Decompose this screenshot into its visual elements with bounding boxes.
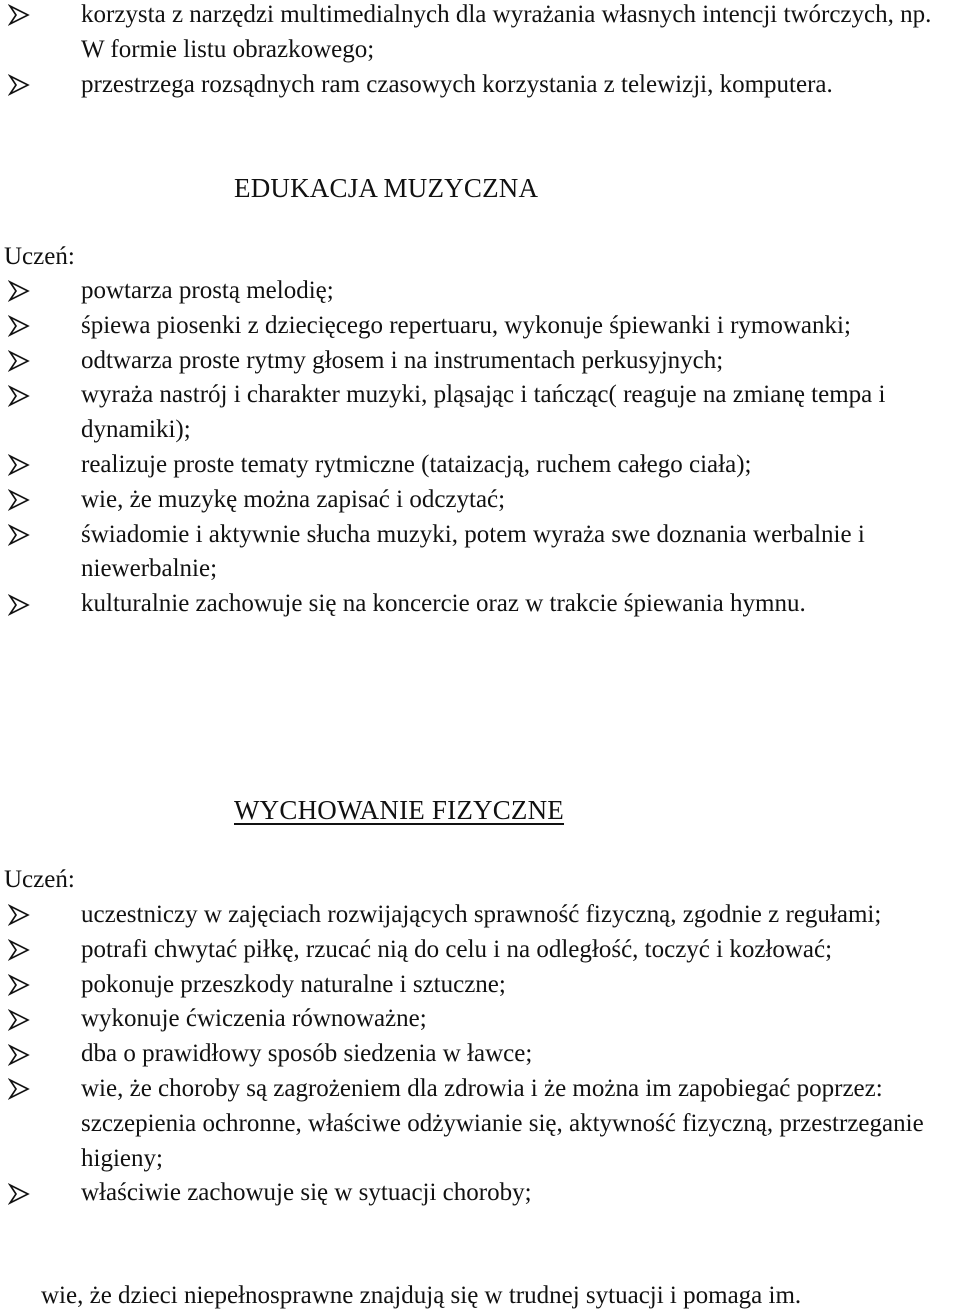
list-item-text: realizuje proste tematy rytmiczne (tataizacją, ruchem całego ciała); bbox=[81, 450, 752, 478]
list-item-text: potrafi chwytać piłkę, rzucać nią do celu i na odległość, toczyć i kozłować; bbox=[81, 935, 833, 963]
pe-list bbox=[0, 898, 960, 1211]
list-item bbox=[0, 968, 960, 1003]
music-heading: EDUKACJA MUZYCZNA bbox=[234, 173, 539, 203]
list-item-text: śpiewa piosenki z dziecięcego repertuaru, wykonuje śpiewanki i rymowanki; bbox=[81, 311, 851, 339]
list-item bbox=[0, 933, 960, 968]
arrowhead-bullet-icon bbox=[8, 1176, 48, 1211]
list-item bbox=[0, 518, 960, 588]
list-item-text: dba o prawidłowy sposób siedzenia w ławce; bbox=[81, 1040, 533, 1068]
arrowhead-bullet-icon bbox=[8, 933, 48, 968]
list-item-text: korzysta z narzędzi multimedialnych dla wyrażania własnych intencji twórczych, np. W formie listu obrazkowego; bbox=[81, 1, 932, 63]
arrowhead-bullet-icon bbox=[8, 1037, 48, 1072]
list-item bbox=[0, 898, 960, 933]
list-item bbox=[0, 1176, 960, 1211]
list-item bbox=[0, 587, 960, 622]
list-item-text: wie, że choroby są zagrożeniem dla zdrowia i że można im zapobiegać poprzez: szczepienia ochronne, właściwe odżywianie się, aktywność fizyczną, przestrzeganie higieny; bbox=[81, 1074, 924, 1172]
arrowhead-bullet-icon bbox=[8, 378, 48, 413]
arrowhead-bullet-icon bbox=[8, 518, 48, 553]
arrowhead-bullet-icon bbox=[8, 0, 48, 33]
music-bullet-list bbox=[0, 274, 960, 622]
list-item-text: wyraża nastrój i charakter muzyki, pląsając i tańcząc( reaguje na zmianę tempa i dynamiki); bbox=[81, 381, 886, 444]
arrowhead-bullet-icon bbox=[8, 68, 48, 103]
list-item-text: wie, że muzykę można zapisać i odczytać; bbox=[81, 485, 506, 513]
list-item-text: wykonuje ćwiczenia równoważne; bbox=[81, 1005, 427, 1033]
list-item-text: pokonuje przeszkody naturalne i sztuczne; bbox=[81, 970, 506, 998]
arrowhead-bullet-icon bbox=[8, 587, 48, 622]
pe-bullet-list bbox=[0, 898, 960, 1211]
list-item-text: przestrzega rozsądnych ram czasowych korzystania z telewizji, komputera. bbox=[81, 70, 833, 98]
list-item bbox=[0, 483, 960, 518]
music-list bbox=[0, 274, 960, 622]
pe-heading bbox=[0, 792, 960, 828]
arrowhead-bullet-icon bbox=[8, 309, 48, 344]
list-item bbox=[0, 1037, 960, 1072]
list-item-text: uczestniczy w zajęciach rozwijających sprawność fizyczną, zgodnie z regułami; bbox=[81, 901, 882, 928]
list-item bbox=[0, 1002, 960, 1037]
arrowhead-bullet-icon bbox=[8, 274, 48, 309]
top-list bbox=[0, 0, 960, 102]
list-item-text: kulturalnie zachowuje się na koncercie oraz w trakcie śpiewania hymnu. bbox=[81, 590, 806, 618]
list-item-text: świadomie i aktywnie słucha muzyki, potem wyraża swe doznania werbalnie i niewerbalnie; bbox=[81, 520, 865, 583]
list-item bbox=[0, 1072, 960, 1176]
arrowhead-bullet-icon bbox=[8, 968, 48, 1003]
list-item-text: powtarza prostą melodię; bbox=[81, 277, 334, 304]
arrowhead-bullet-icon bbox=[8, 1002, 48, 1037]
list-item bbox=[0, 309, 960, 344]
pe-closing-line: wie, że dzieci niepełnosprawne znajdują się w trudnej sytuacji i pomaga im. bbox=[41, 1282, 802, 1309]
arrowhead-bullet-icon bbox=[8, 344, 48, 379]
list-item-text: odtwarza proste rytmy głosem i na instrumentach perkusyjnych; bbox=[81, 346, 724, 374]
pe-pupil-label: Uczeń: bbox=[4, 866, 75, 893]
arrowhead-bullet-icon bbox=[8, 1072, 48, 1107]
list-item bbox=[0, 68, 960, 103]
list-item bbox=[0, 378, 960, 448]
arrowhead-bullet-icon bbox=[8, 448, 48, 483]
list-item bbox=[0, 448, 960, 483]
top-bullet-list bbox=[0, 0, 960, 102]
list-item bbox=[0, 0, 960, 68]
arrowhead-bullet-icon bbox=[8, 483, 48, 518]
music-pupil-label: Uczeń: bbox=[4, 243, 75, 270]
list-item bbox=[0, 344, 960, 379]
arrowhead-bullet-icon bbox=[8, 898, 48, 933]
list-item bbox=[0, 274, 960, 309]
pe-heading-text: WYCHOWANIE FIZYCZNE bbox=[234, 795, 565, 825]
list-item-text: właściwie zachowuje się w sytuacji choroby; bbox=[81, 1179, 532, 1207]
